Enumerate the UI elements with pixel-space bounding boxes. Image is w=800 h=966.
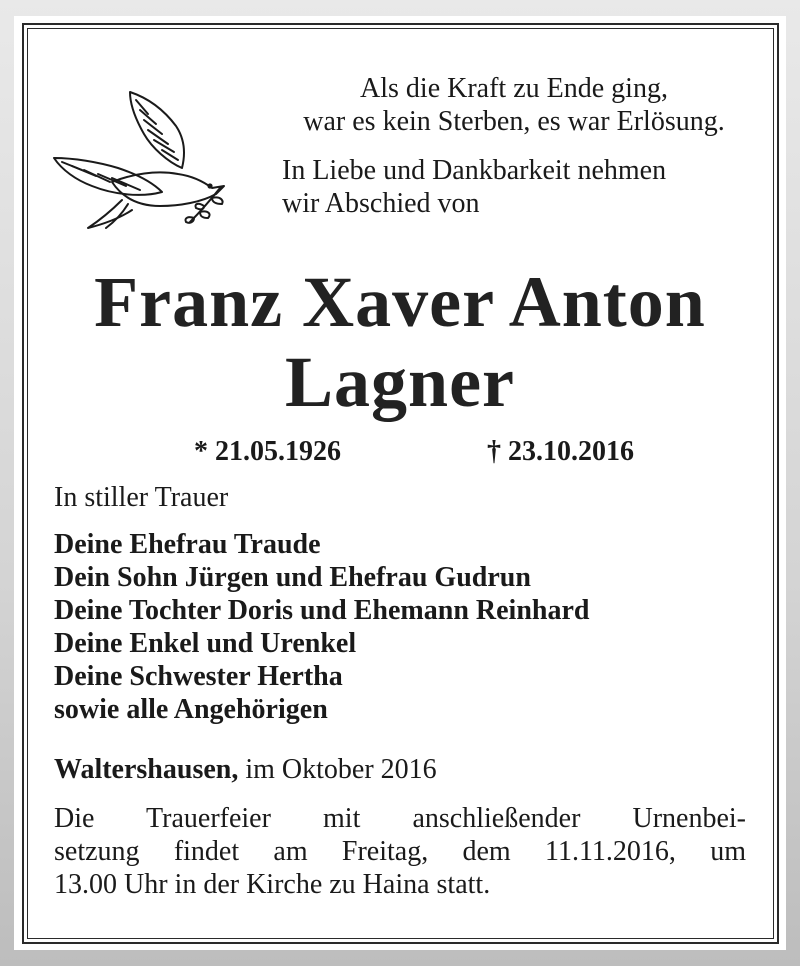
service-line: 13.00 Uhr in der Kirche zu Haina statt.	[54, 869, 491, 900]
mourner-item: Deine Schwester Hertha	[54, 661, 343, 692]
place-date-text: im Oktober 2016	[238, 754, 437, 785]
dove-with-olive-branch-icon	[52, 70, 232, 230]
verse-line: Als die Kraft zu Ende ging,	[360, 73, 668, 104]
mourner-item: Deine Tochter Doris und Ehemann Reinhard	[54, 595, 590, 626]
mourner-item: Dein Sohn Jürgen und Ehefrau Gudrun	[54, 562, 531, 593]
mourner-item: sowie alle Angehörigen	[54, 694, 328, 725]
verse-line: war es kein Sterben, es war Erlösung.	[303, 106, 725, 137]
place-date	[54, 754, 437, 786]
intro-text	[282, 154, 762, 220]
place-name: Waltershausen,	[54, 754, 239, 785]
obituary-card	[14, 16, 786, 950]
death-date: † 23.10.2016	[487, 436, 634, 467]
mourner-item: Deine Enkel und Urenkel	[54, 628, 357, 659]
service-line: setzung findet am Freitag, dem 11.11.2016, um	[54, 836, 746, 867]
intro-line: In Liebe und Dankbarkeit nehmen	[282, 155, 667, 186]
deceased-name-line: Lagner	[285, 342, 515, 422]
intro-line: wir Abschied von	[282, 188, 480, 219]
mourners-list	[54, 528, 589, 726]
deceased-name-line: Franz Xaver Anton	[94, 262, 706, 342]
verse-text	[274, 72, 754, 138]
life-dates	[194, 436, 634, 468]
mourner-item: Deine Ehefrau Traude	[54, 529, 321, 560]
mourning-heading: In stiller Trauer	[54, 482, 229, 513]
deceased-name	[44, 262, 756, 422]
service-notice	[54, 802, 746, 901]
service-line: Die Trauerfeier mit anschließender Urnenbei-	[54, 803, 746, 834]
birth-date: * 21.05.1926	[194, 436, 341, 467]
